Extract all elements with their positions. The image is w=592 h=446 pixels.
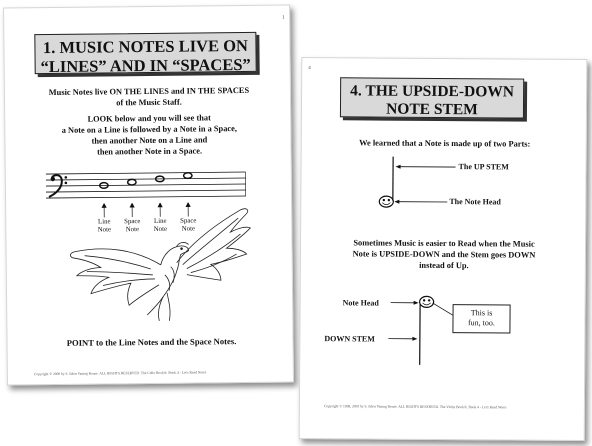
eagle-illustration [64, 204, 261, 324]
page-number: 1 [282, 15, 285, 21]
text-line: Sometimes Music is easier to Read when the Music [353, 238, 535, 249]
page-title [34, 32, 256, 77]
title-line: NOTE STEM [386, 100, 478, 119]
look-text [9, 113, 289, 160]
text-line: LOOK below and you will see that [87, 113, 211, 124]
text-line: a Note on a Line is followed by a Note in a Space, [61, 123, 237, 135]
note-label-line: Note [181, 225, 196, 233]
bubble-line: This is [470, 308, 493, 318]
note-label-line: Space [180, 217, 197, 225]
music-staff [46, 168, 246, 204]
copyright-text: Copyright © 2000 by S. Eden Vaning Rouse. ALL RIGHTS RESERVED. The Cello Book®, Book 4 - Let's Read Notes [33, 370, 207, 377]
down-stem-label: DOWN STEM [324, 334, 375, 344]
up-stem-label: The UP STEM [458, 162, 509, 172]
text-line: of the Music Staff. [116, 97, 182, 108]
note-label-line: Line [98, 218, 111, 226]
bubble-line: fun, too. [467, 318, 495, 328]
text-line: Note is UPSIDE-DOWN and the Stem goes DOWN [352, 249, 536, 260]
text-line: then another Note in a Space. [96, 146, 203, 157]
right-page [299, 57, 588, 441]
note-label-line: Space [124, 218, 141, 226]
space-note-1 [128, 179, 136, 185]
page-title [340, 77, 524, 118]
note-label-line: Note [125, 225, 140, 234]
text-line: instead of Up. [419, 260, 469, 271]
note-label-line: Note [97, 226, 112, 234]
text-line: then another Note on a Line and [91, 135, 208, 146]
intro-text [9, 86, 289, 111]
note-head [379, 196, 393, 207]
title-line: “LINES” AND IN “SPACES” [40, 54, 251, 77]
text-line: Music Notes live ON THE LINES and IN THE SPACES [48, 85, 250, 98]
speech-bubble [452, 304, 510, 333]
note-head-label: The Note Head [449, 197, 501, 207]
title-line: 1. MUSIC NOTES LIVE ON [42, 35, 248, 58]
intro-text: We learned that a Note is made up of two Parts: [359, 138, 531, 149]
left-page [3, 5, 294, 386]
up-stem-note-diagram [371, 154, 461, 213]
note-label-line: Note [153, 225, 168, 233]
body-text [305, 238, 583, 273]
instruction-text: POINT to the Line Notes and the Space Notes. [66, 336, 237, 348]
note-head-label: Note Head [342, 298, 379, 308]
title-line: 4. THE UPSIDE-DOWN [350, 82, 515, 101]
space-note-2 [184, 173, 192, 179]
copyright-text: Copyright © 1998, 2003 by S. Eden Vaning Rouse. ALL RIGHTS RESERVED. The Violin Book®, Book 4 - Let's Read Notes [323, 404, 507, 410]
note-head [420, 296, 434, 307]
note-label-line: Line [154, 217, 167, 225]
page-number: 4 [308, 66, 311, 72]
